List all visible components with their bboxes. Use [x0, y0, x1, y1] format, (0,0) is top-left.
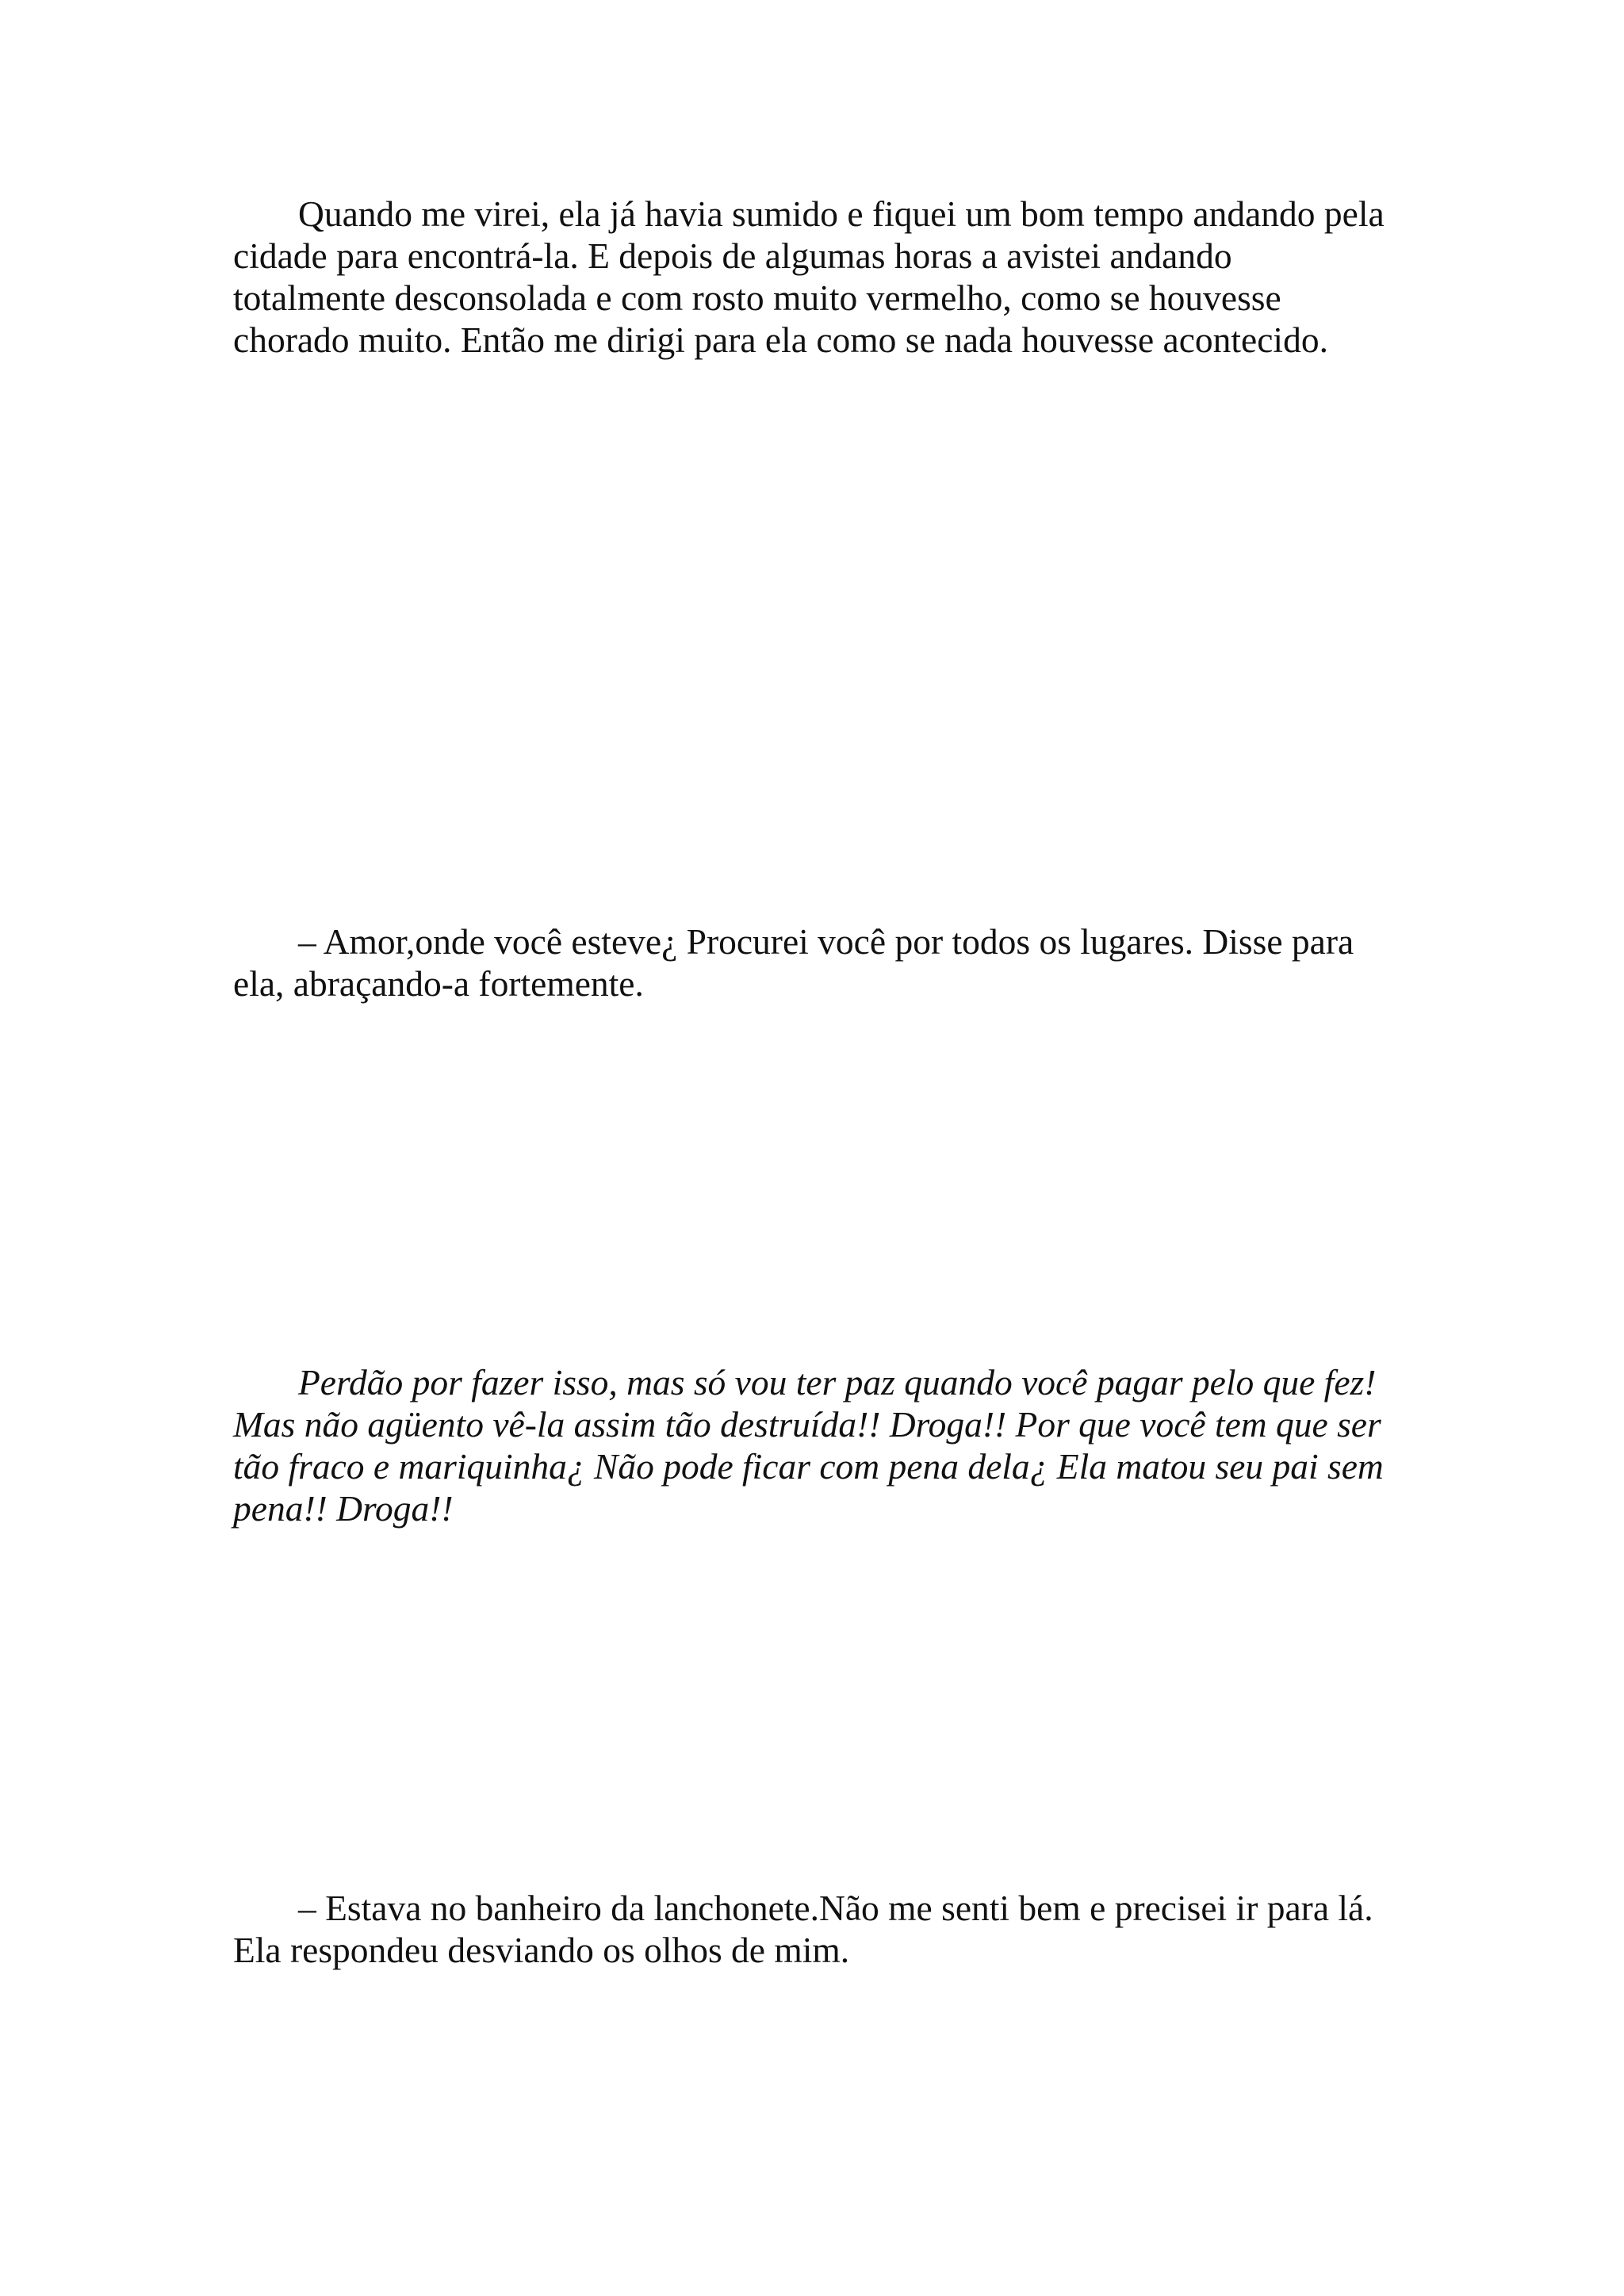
- paragraph-dialogue-question: – Amor,onde você esteve¿ Procurei você por todos os lugares. Disse para ela, abraçando-a fortemente.: [233, 921, 1354, 1004]
- paragraph-inner-thought: Perdão por fazer isso, mas só vou ter paz quando você pagar pelo que fez! Mas não agüento vê-la assim tão destruída!! Droga!! Por que você tem que ser tão fraco e mariquinha¿ Não pode ficar com pena dela¿ Ela matou seu pai sem pena!! Droga!!: [233, 1362, 1384, 1529]
- paragraph-narration-search: Quando me virei, ela já havia sumido e fiquei um bom tempo andando pela cidade para encontrá-la. E depois de algumas horas a avistei andando totalmente desconsolada e com rosto muito vermelho, como se houvesse chorado muito. Então me dirigi para ela como se nada houvesse acontecido.: [233, 193, 1385, 360]
- paragraph-dialogue-answer: – Estava no banheiro da lanchonete.Não me senti bem e precisei ir para lá. Ela respondeu desviando os olhos de mim.: [233, 1888, 1373, 1970]
